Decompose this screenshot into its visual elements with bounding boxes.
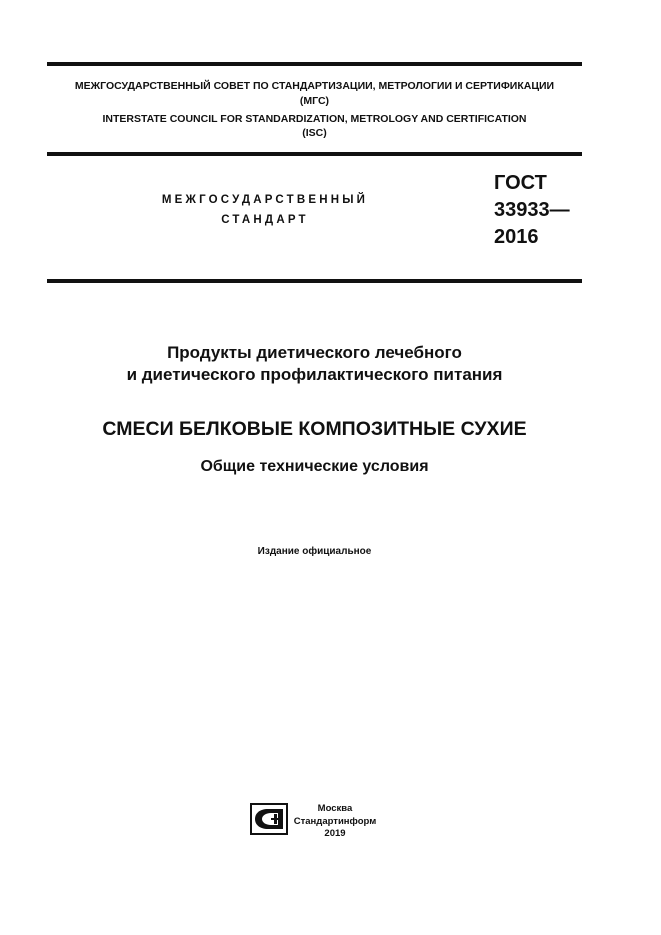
edition-note: Издание официальное (257, 546, 372, 557)
standard-type-line2: СТАНДАРТ (221, 214, 309, 226)
upper-rule (47, 152, 582, 156)
publisher-block (290, 803, 380, 841)
publisher-city: Москва (317, 803, 353, 814)
council-en-line2: (ISC) (302, 127, 327, 139)
council-ru-line1: МЕЖГОСУДАРСТВЕННЫЙ СОВЕТ ПО СТАНДАРТИЗАЦИИ, МЕТРОЛОГИИ И СЕРТИФИКАЦИИ (74, 80, 555, 92)
subtitle: Общие технические условия (200, 458, 429, 475)
top-rule (47, 62, 582, 66)
gost-designation-line1: ГОСТ (494, 172, 547, 194)
lower-rule (47, 279, 582, 283)
publisher-name: Стандартинформ (293, 815, 377, 827)
council-en-line1: INTERSTATE COUNCIL FOR STANDARDIZATION, METROLOGY AND CERTIFICATION (102, 113, 527, 125)
gost-designation-line3: 2016 (494, 226, 539, 248)
council-ru-line2: (МГС) (299, 95, 330, 107)
publisher-year: 2019 (324, 828, 346, 839)
gost-designation-line2: 33933— (494, 199, 570, 221)
standard-type-line1: МЕЖГОСУДАРСТВЕННЫЙ (161, 194, 369, 206)
main-title: СМЕСИ БЕЛКОВЫЕ КОМПОЗИТНЫЕ СУХИЕ (102, 418, 527, 440)
title-line1: Продукты диетического лечебного (167, 343, 462, 362)
title-line2: и диетического профилактического питания (126, 365, 503, 384)
standartinform-logo-icon (250, 803, 290, 837)
